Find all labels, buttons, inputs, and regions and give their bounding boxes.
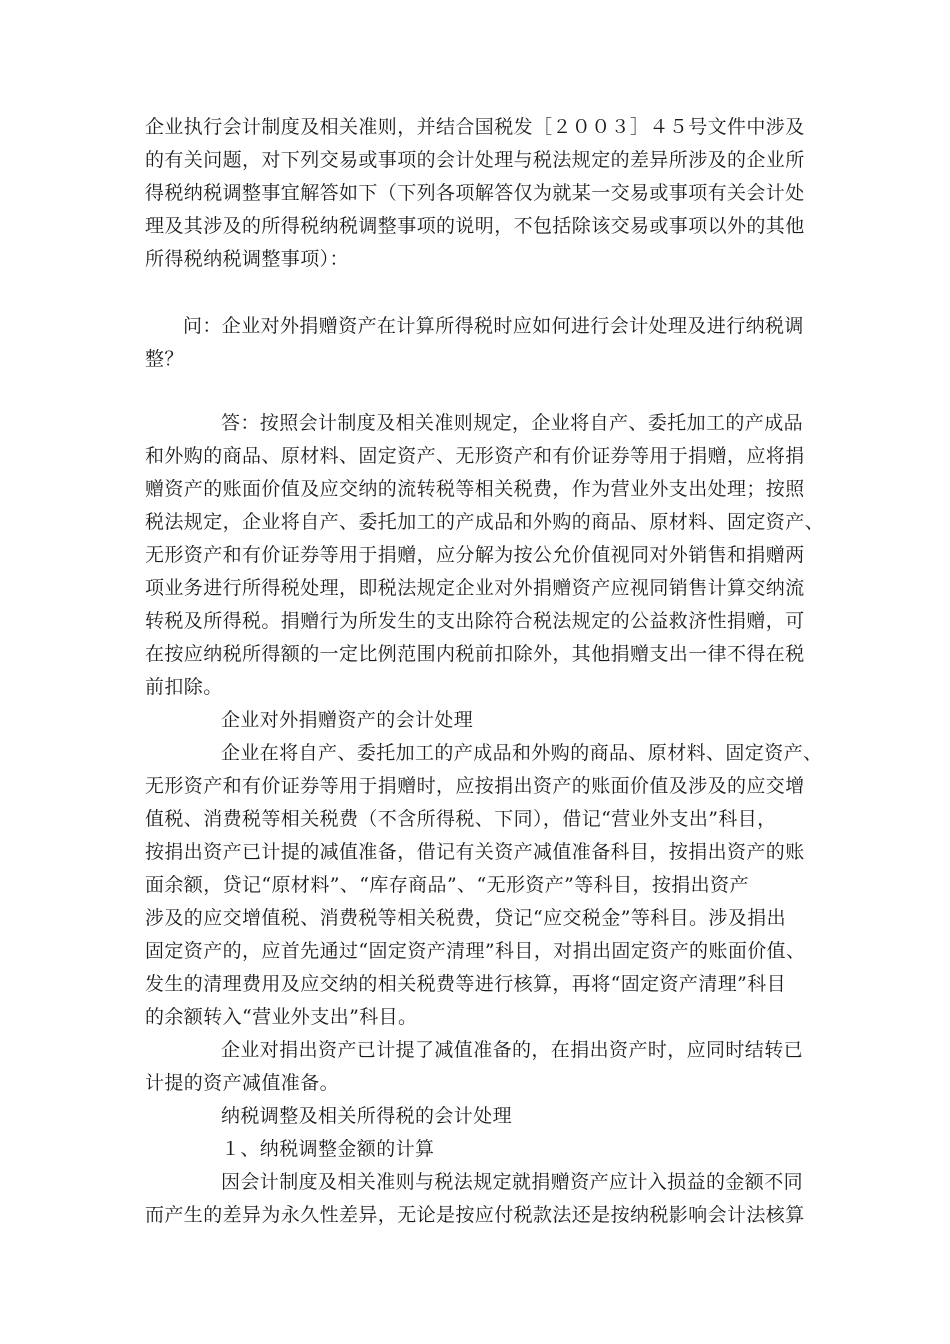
text-line: 计提的资产减值准备。	[145, 1072, 340, 1094]
heading-text: 企业对外捐赠资产的会计处理	[221, 709, 474, 731]
accounting-paragraph	[145, 737, 823, 1034]
text-line: 得税纳税调整事宜解答如下（下列各项解答仅为就某一交易或事项有关会计处	[145, 182, 805, 204]
section-heading	[145, 704, 805, 737]
question-paragraph	[145, 310, 805, 376]
intro-paragraph	[145, 111, 805, 276]
heading-text: １、纳税调整金额的计算	[221, 1138, 435, 1160]
difference-paragraph	[145, 1166, 805, 1232]
text-line: 而产生的差异为永久性差异，无论是按应付税款法还是按纳税影响会计法核算	[145, 1204, 805, 1226]
text-line: 因会计制度及相关准则与税法规定就捐赠资产应计入损益的金额不同	[221, 1171, 804, 1193]
text-line: 和外购的商品、原材料、固定资产、无形资产和有价证券等用于捐赠，应将捐	[145, 445, 805, 467]
text-line: 问：企业对外捐赠资产在计算所得税时应如何进行会计处理及进行纳税调	[183, 315, 804, 337]
text-line: 按捐出资产已计提的减值准备，借记有关资产减值准备科目，按捐出资产的账	[145, 841, 805, 863]
text-line: 的有关问题，对下列交易或事项的会计处理与税法规定的差异所涉及的企业所	[145, 149, 805, 171]
text-line: 值税、消费税等相关税费（不含所得税、下同），借记“营业外支出”科目，	[145, 808, 777, 830]
text-line: 前扣除。	[145, 676, 223, 698]
subsection-heading	[145, 1133, 805, 1166]
text-line: 在按应纳税所得额的一定比例范围内税前扣除外，其他捐赠支出一律不得在税	[145, 643, 805, 665]
text-line: 理及其涉及的所得税纳税调整事项的说明，不包括除该交易或事项以外的其他	[145, 215, 805, 237]
text-line: 固定资产的，应首先通过“固定资产清理”科目，对捐出固定资产的账面价值、	[145, 940, 806, 962]
text-line: 税法规定，企业将自产、委托加工的产成品和外购的商品、原材料、固定资产、	[145, 511, 825, 533]
text-line: 转税及所得税。捐赠行为所发生的支出除符合税法规定的公益救济性捐赠，可	[145, 610, 805, 632]
impairment-paragraph	[145, 1034, 805, 1100]
text-line: 赠资产的账面价值及应交纳的流转税等相关税费，作为营业外支出处理；按照	[145, 478, 805, 500]
text-line: 涉及的应交增值税、消费税等相关税费，贷记“应交税金”等科目。涉及捐出	[145, 907, 787, 929]
section-heading	[145, 1100, 805, 1133]
text-line: 无形资产和有价证券等用于捐赠时，应按捐出资产的账面价值及涉及的应交增	[145, 775, 805, 797]
text-line: 项业务进行所得税处理，即税法规定企业对外捐赠资产应视同销售计算交纳流	[145, 577, 805, 599]
text-line: 答：按照会计制度及相关准则规定，企业将自产、委托加工的产成品	[221, 412, 804, 434]
text-line: 整？	[145, 348, 184, 370]
answer-paragraph	[145, 407, 825, 704]
text-line: 企业对捐出资产已计提了减值准备的，在捐出资产时，应同时结转已	[221, 1039, 804, 1061]
text-line: 企业在将自产、委托加工的产成品和外购的商品、原材料、固定资产、	[221, 742, 823, 764]
text-line: 无形资产和有价证券等用于捐赠，应分解为按公允价值视同对外销售和捐赠两	[145, 544, 805, 566]
text-line: 发生的清理费用及应交纳的相关税费等进行核算，再将“固定资产清理”科目	[145, 973, 787, 995]
text-line: 面余额，贷记“原材料”、“库存商品”、“无形资产”等科目，按捐出资产	[145, 874, 749, 896]
text-line: 的余额转入“营业外支出”科目。	[145, 1006, 418, 1028]
text-line: 所得税纳税调整事项）：	[145, 248, 349, 270]
text-line: 企业执行会计制度及相关准则，并结合国税发［２００３］４５号文件中涉及	[145, 116, 805, 138]
heading-text: 纳税调整及相关所得税的会计处理	[221, 1105, 513, 1127]
